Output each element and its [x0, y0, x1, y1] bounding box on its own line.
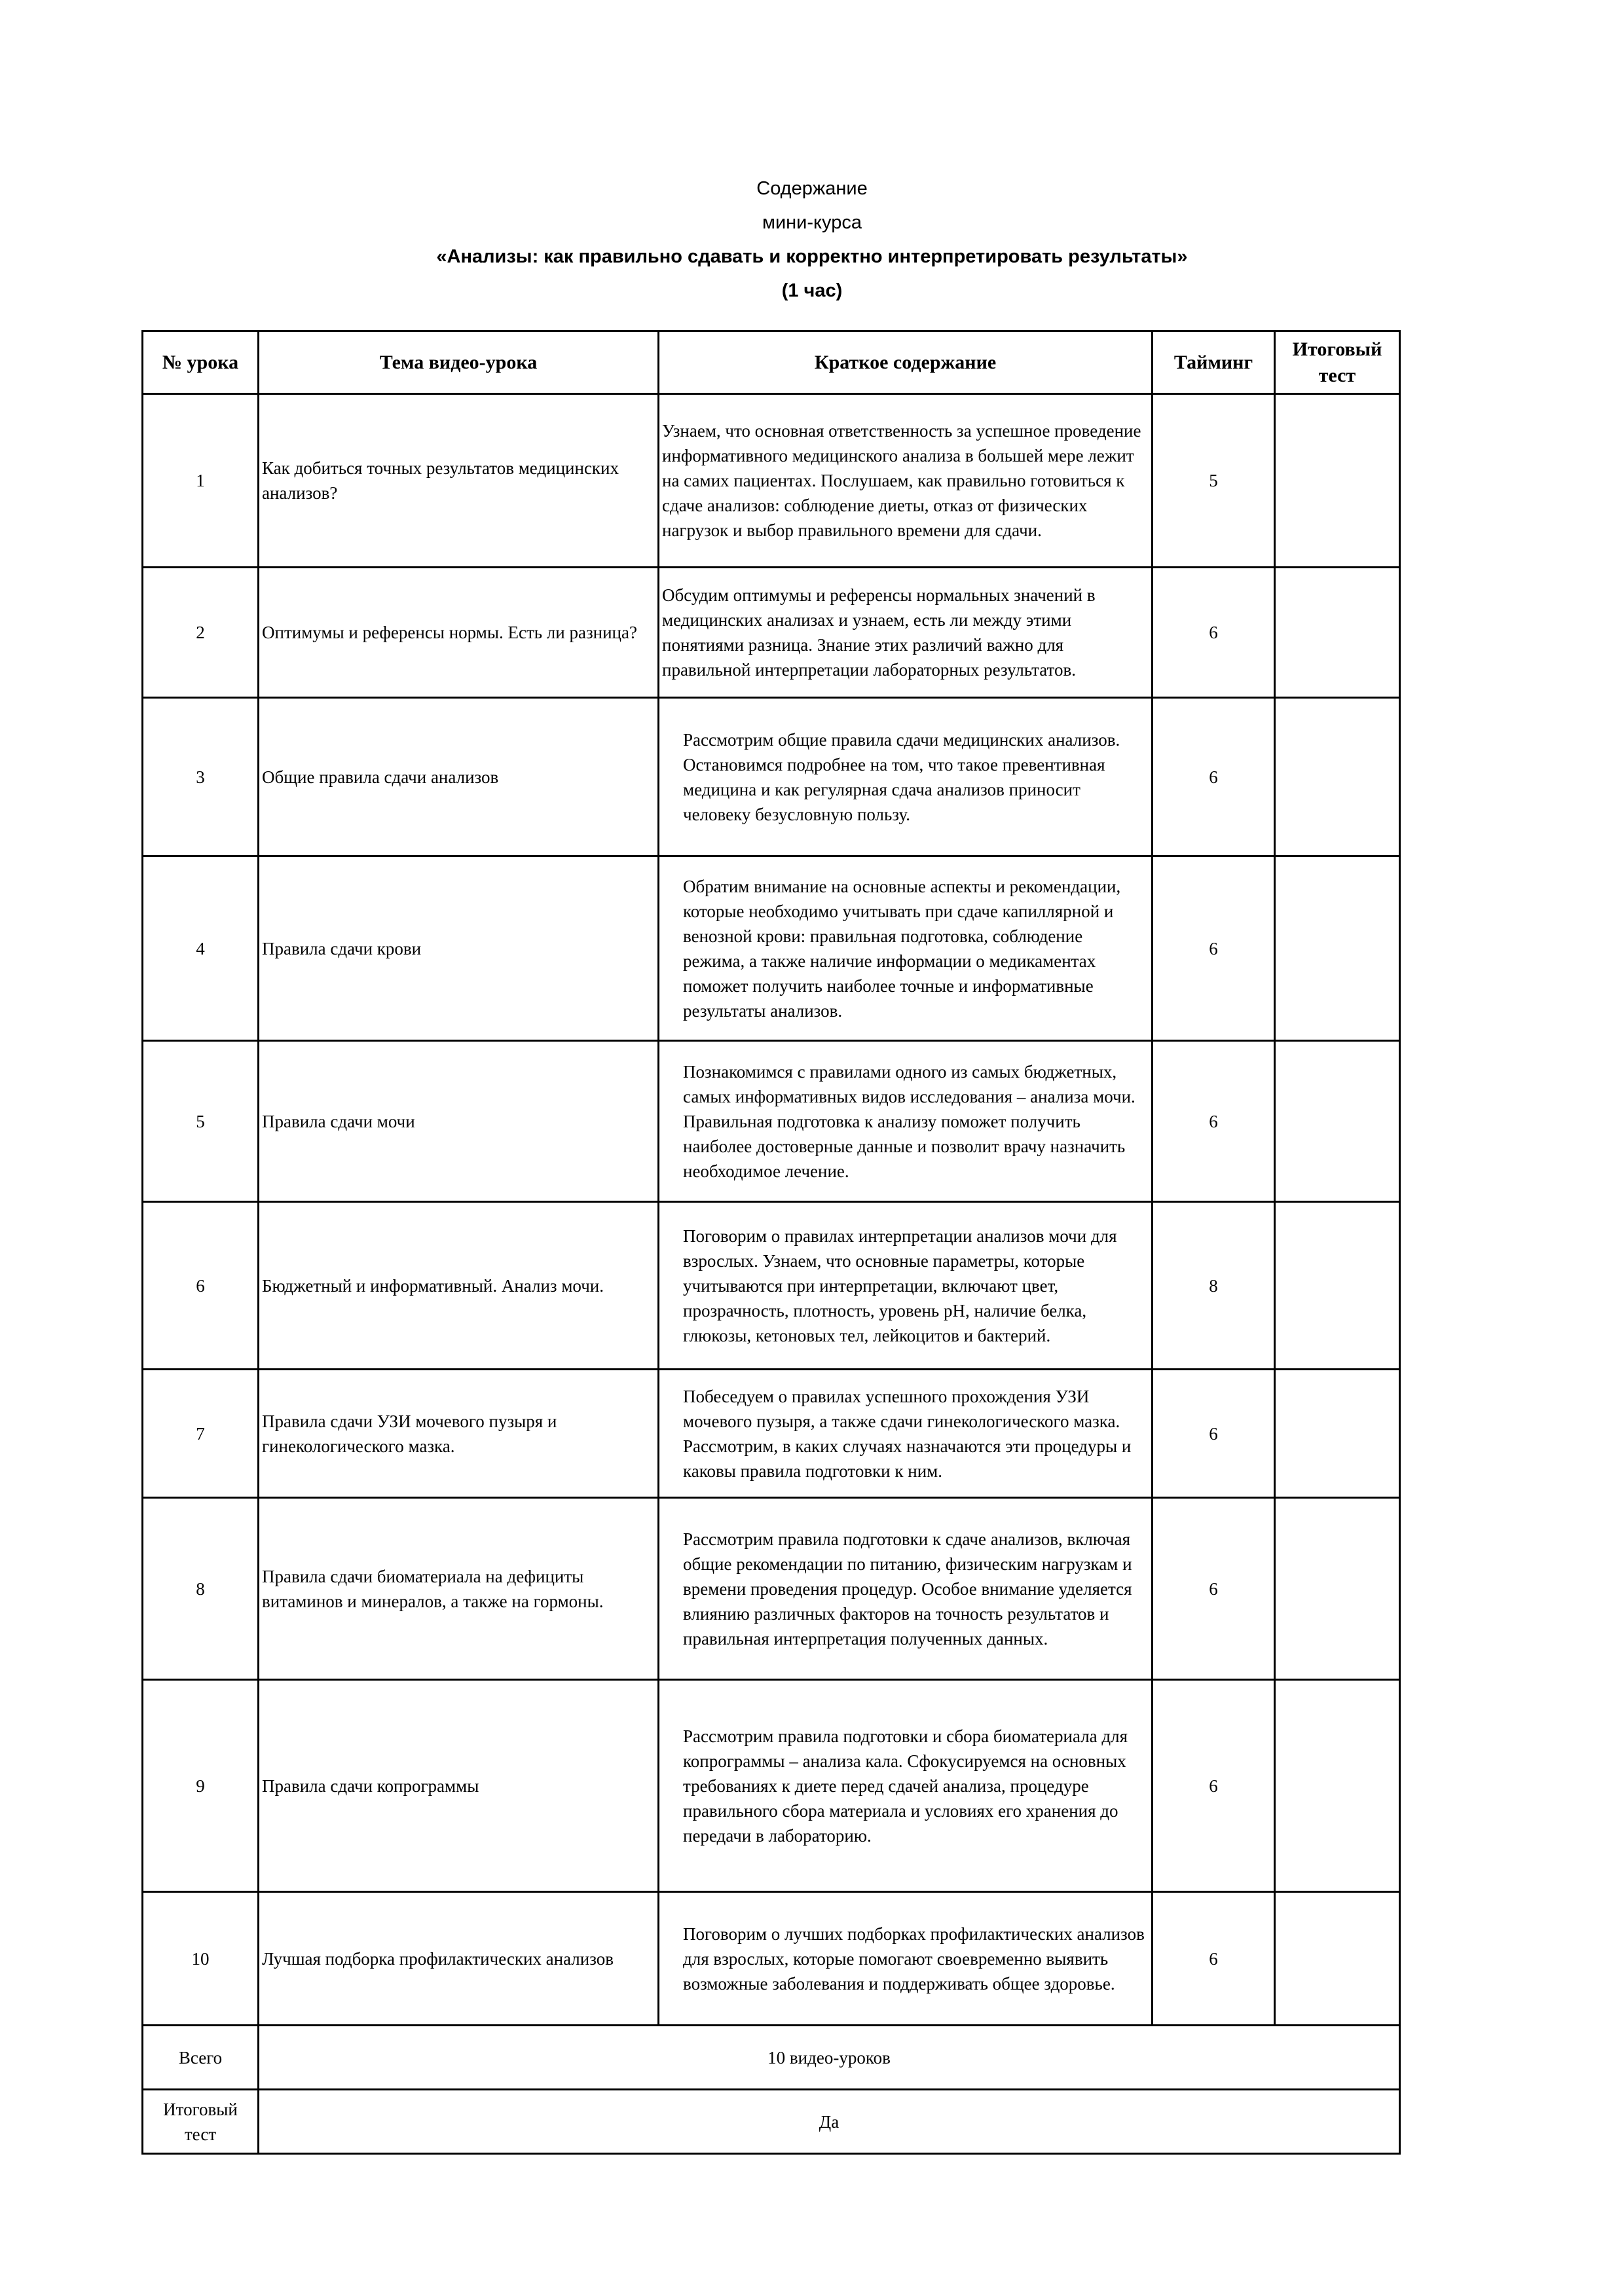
lesson-number: 6 [143, 1202, 259, 1370]
header-line-contents: Содержание [756, 178, 868, 199]
table-row [143, 394, 1400, 568]
lesson-timing: 6 [1153, 698, 1275, 856]
course-title: «Анализы: как правильно сдавать и корректно интерпретировать результаты» [436, 246, 1188, 267]
lesson-number: 3 [143, 698, 259, 856]
lesson-topic: Правила сдачи УЗИ мочевого пузыря и гинекологического мазка. [259, 1370, 659, 1498]
lesson-number: 7 [143, 1370, 259, 1498]
table-row [143, 856, 1400, 1041]
lesson-test [1275, 1041, 1400, 1202]
lesson-summary: Рассмотрим правила подготовки к сдаче анализов, включая общие рекомендации по питанию, физическим нагрузкам и времени проведения процедур. Особое внимание уделяется влиянию различных факторов на точность результатов и правильная интерпретация полученных данных. [659, 1498, 1153, 1680]
col-header-timing: Тайминг [1153, 331, 1275, 394]
lesson-summary: Поговорим о правилах интерпретации анализов мочи для взрослых. Узнаем, что основные параметры, которые учитываются при интерпретации, включают цвет, прозрачность, плотность, уровень pH, наличие белка, глюкозы, кетоновых тел, лейкоцитов и бактерий. [659, 1202, 1153, 1370]
lesson-test [1275, 394, 1400, 568]
lesson-summary: Узнаем, что основная ответственность за успешное проведение информативного медицинского анализа в большей мере лежит на самих пациентах. Послушаем, как правильно готовиться к сдаче анализов: соблюдение диеты, отказ от физических нагрузок и выбор правильного времени для сдачи. [659, 394, 1153, 568]
lesson-number: 1 [143, 394, 259, 568]
lesson-test [1275, 1202, 1400, 1370]
lesson-test [1275, 1370, 1400, 1498]
lesson-timing: 6 [1153, 1680, 1275, 1892]
col-header-summary: Краткое содержание [659, 331, 1153, 394]
lesson-summary: Побеседуем о правилах успешного прохождения УЗИ мочевого пузыря, а также сдачи гинекологического мазка. Рассмотрим, в каких случаях назначаются эти процедуры и каковы правила подготовки к ним. [659, 1370, 1153, 1498]
lesson-topic: Правила сдачи мочи [259, 1041, 659, 1202]
col-header-lesson-number: № урока [143, 331, 259, 394]
lesson-number: 9 [143, 1680, 259, 1892]
table-row [143, 568, 1400, 698]
table-row [143, 698, 1400, 856]
lesson-timing: 6 [1153, 1498, 1275, 1680]
lesson-test [1275, 856, 1400, 1041]
lesson-test [1275, 1892, 1400, 2026]
document-header [0, 172, 1624, 308]
total-value: 10 видео-уроков [259, 2026, 1400, 2090]
col-header-final-test: Итоговый тест [1275, 331, 1400, 394]
lesson-summary: Обсудим оптимумы и референсы нормальных значений в медицинских анализах и узнаем, есть ли между этими понятиями разница. Знание этих различий важно для правильной интерпретации лабораторных результатов. [659, 568, 1153, 698]
table-row [143, 1370, 1400, 1498]
lesson-test [1275, 568, 1400, 698]
lesson-summary: Рассмотрим правила подготовки и сбора биоматериала для копрограммы – анализа кала. Сфокусируемся на основных требованиях к диете перед сдачей анализа, процедуре правильного сбора материала и условиях его хранения до передачи в лабораторию. [659, 1680, 1153, 1892]
lesson-timing: 6 [1153, 1041, 1275, 1202]
lesson-summary: Познакомимся с правилами одного из самых бюджетных, самых информативных видов исследования – анализа мочи. Правильная подготовка к анализу поможет получить наиболее достоверные данные и позволит врачу назначить необходимое лечение. [659, 1041, 1153, 1202]
table-row [143, 1892, 1400, 2026]
total-label: Всего [143, 2026, 259, 2090]
lesson-topic: Лучшая подборка профилактических анализов [259, 1892, 659, 2026]
lesson-timing: 8 [1153, 1202, 1275, 1370]
lesson-topic: Бюджетный и информативный. Анализ мочи. [259, 1202, 659, 1370]
col-header-topic: Тема видео-урока [259, 331, 659, 394]
course-duration: (1 час) [781, 280, 843, 301]
lesson-topic: Правила сдачи крови [259, 856, 659, 1041]
lesson-number: 5 [143, 1041, 259, 1202]
lesson-topic: Как добиться точных результатов медицинских анализов? [259, 394, 659, 568]
lesson-timing: 6 [1153, 1370, 1275, 1498]
final-test-value: Да [259, 2090, 1400, 2154]
table-row [143, 1680, 1400, 1892]
lesson-summary: Обратим внимание на основные аспекты и рекомендации, которые необходимо учитывать при сдаче капиллярной и венозной крови: правильная подготовка, соблюдение режима, а также наличие информации о медикаментах поможет получить наиболее точные и информативные результаты анализов. [659, 856, 1153, 1041]
lesson-number: 2 [143, 568, 259, 698]
table-header-row [143, 331, 1400, 394]
lesson-timing: 5 [1153, 394, 1275, 568]
table-row [143, 1202, 1400, 1370]
lesson-topic: Правила сдачи копрограммы [259, 1680, 659, 1892]
lesson-topic: Правила сдачи биоматериала на дефициты витаминов и минералов, а также на гормоны. [259, 1498, 659, 1680]
lesson-timing: 6 [1153, 1892, 1275, 2026]
table-row [143, 1041, 1400, 1202]
lesson-number: 10 [143, 1892, 259, 2026]
lesson-number: 8 [143, 1498, 259, 1680]
lesson-timing: 6 [1153, 568, 1275, 698]
total-row [143, 2026, 1400, 2090]
lesson-summary: Поговорим о лучших подборках профилактических анализов для взрослых, которые помогают своевременно выявить возможные заболевания и поддерживать общее здоровье. [659, 1892, 1153, 2026]
lesson-summary: Рассмотрим общие правила сдачи медицинских анализов. Остановимся подробнее на том, что такое превентивная медицина и как регулярная сдача анализов приносит человеку безусловную пользу. [659, 698, 1153, 856]
header-line-minicourse: мини-курса [762, 212, 862, 233]
lesson-test [1275, 1498, 1400, 1680]
final-test-row [143, 2090, 1400, 2154]
lesson-test [1275, 1680, 1400, 1892]
lessons-table [141, 330, 1401, 2155]
lesson-topic: Общие правила сдачи анализов [259, 698, 659, 856]
lesson-number: 4 [143, 856, 259, 1041]
lesson-timing: 6 [1153, 856, 1275, 1041]
final-test-label: Итоговый тест [143, 2090, 259, 2154]
lesson-test [1275, 698, 1400, 856]
lesson-topic: Оптимумы и референсы нормы. Есть ли разница? [259, 568, 659, 698]
table-row [143, 1498, 1400, 1680]
